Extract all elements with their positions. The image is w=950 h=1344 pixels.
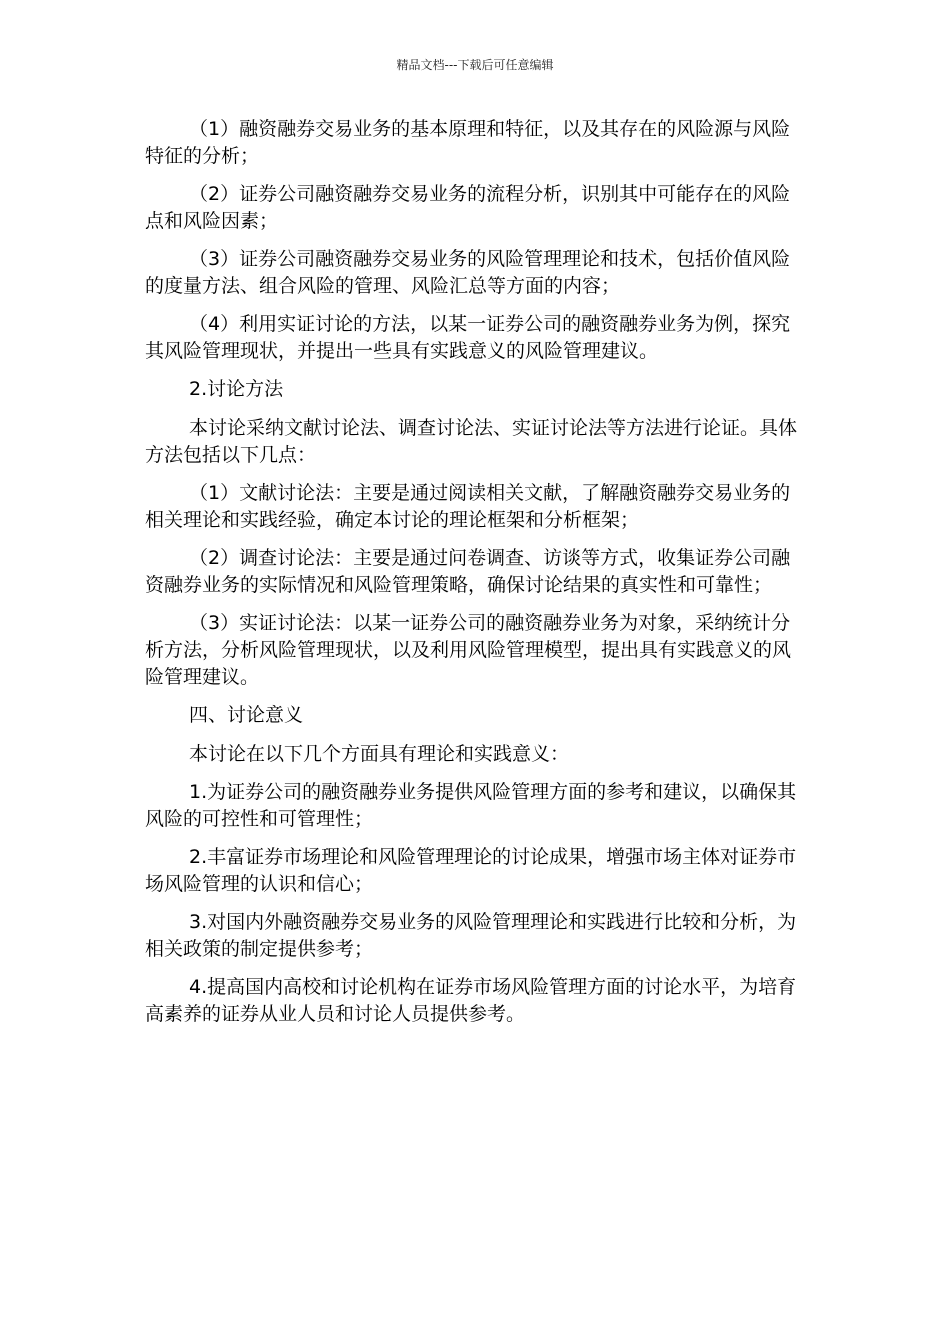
paragraph-3: （3）证券公司融资融券交易业务的风险管理理论和技术，包括价值风险的度量方法、组合风险的管理、风险汇总等方面的内容； <box>145 248 791 297</box>
paragraph-significance-4: 4.提高国内高校和讨论机构在证券市场风险管理方面的讨论水平，为培育高素养的证券从业人员和讨论人员提供参考。 <box>145 976 797 1025</box>
paragraph-significance-intro: 本讨论在以下几个方面具有理论和实践意义： <box>189 743 570 765</box>
paragraph-method-intro: 本讨论采纳文献讨论法、调查讨论法、实证讨论法等方法进行论证。具体方法包括以下几点： <box>145 417 798 466</box>
paragraph-method-3: （3）实证讨论法：以某一证券公司的融资融券业务为对象，采纳统计分析方法，分析风险管理现状，以及利用风险管理模型，提出具有实践意义的风险管理建议。 <box>145 612 792 688</box>
document-body <box>145 116 809 1039</box>
section-heading-method: 2.讨论方法 <box>189 378 284 400</box>
paragraph-significance-3: 3.对国内外融资融券交易业务的风险管理理论和实践进行比较和分析，为相关政策的制定提供参考； <box>145 911 797 960</box>
section-heading-significance: 四、讨论意义 <box>189 704 304 726</box>
paragraph-method-1: （1）文献讨论法：主要是通过阅读相关文献，了解融资融券交易业务的相关理论和实践经验，确定本讨论的理论框架和分析框架； <box>145 482 791 531</box>
paragraph-significance-2: 2.丰富证券市场理论和风险管理理论的讨论成果，增强市场主体对证券市场风险管理的认识和信心； <box>145 846 797 895</box>
page-header: 精品文档---下载后可任意编辑 <box>396 58 554 72</box>
paragraph-significance-1: 1.为证券公司的融资融券业务提供风险管理方面的参考和建议，以确保其风险的可控性和可管理性； <box>145 781 797 830</box>
paragraph-method-2: （2）调查讨论法：主要是通过问卷调查、访谈等方式，收集证券公司融资融券业务的实际情况和风险管理策略，确保讨论结果的真实性和可靠性； <box>145 547 791 596</box>
paragraph-2: （2）证券公司融资融券交易业务的流程分析，识别其中可能存在的风险点和风险因素； <box>145 183 791 232</box>
paragraph-4: （4）利用实证讨论的方法，以某一证券公司的融资融券业务为例，探究其风险管理现状，并提出一些具有实践意义的风险管理建议。 <box>145 313 791 362</box>
paragraph-1: （1）融资融券交易业务的基本原理和特征，以及其存在的风险源与风险特征的分析； <box>145 118 791 167</box>
